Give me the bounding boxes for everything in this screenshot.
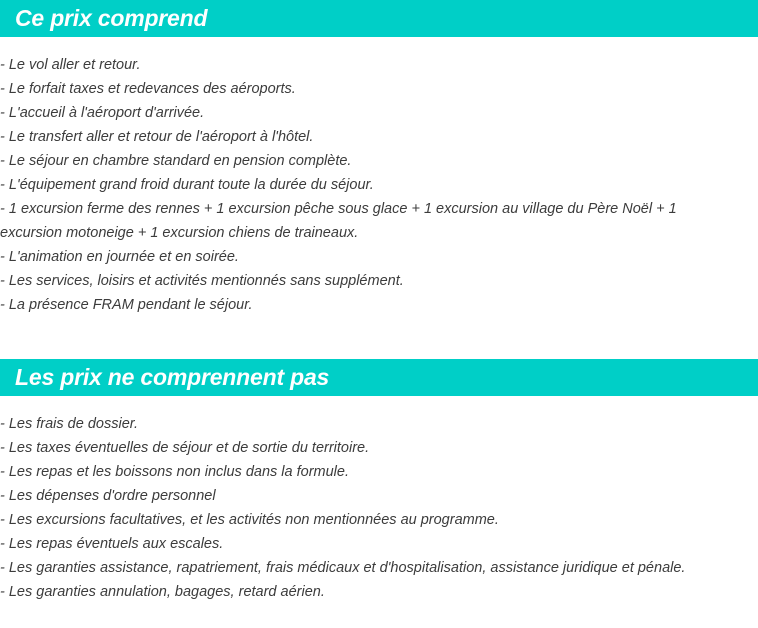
excludes-title: Les prix ne comprennent pas	[15, 364, 330, 390]
excludes-item: - Les garanties annulation, bagages, retard aérien.	[0, 584, 325, 600]
includes-item: - Le séjour en chambre standard en pension complète.	[0, 153, 352, 169]
includes-item: - L'équipement grand froid durant toute la durée du séjour.	[0, 177, 374, 193]
includes-title: Ce prix comprend	[15, 5, 208, 31]
includes-item: - Les services, loisirs et activités mentionnés sans supplément.	[0, 273, 404, 289]
excludes-item: - Les taxes éventuelles de séjour et de sortie du territoire.	[0, 440, 370, 456]
excludes-item: - Les frais de dossier.	[0, 416, 139, 432]
excludes-section	[0, 359, 758, 604]
includes-header	[0, 0, 758, 37]
excludes-item: - Les dépenses d'ordre personnel	[0, 488, 216, 504]
excludes-item: - Les repas et les boissons non inclus dans la formule.	[0, 464, 349, 480]
includes-item: - La présence FRAM pendant le séjour.	[0, 297, 253, 313]
excludes-item: - Les repas éventuels aux escales.	[0, 536, 224, 552]
excludes-header	[0, 359, 758, 396]
excludes-item: - Les garanties assistance, rapatriement, frais médicaux et d'hospitalisation, assistance juridique et pénale.	[0, 560, 686, 576]
includes-item: - Le forfait taxes et redevances des aéroports.	[0, 81, 296, 97]
includes-item: - L'animation en journée et en soirée.	[0, 249, 239, 265]
excludes-item: - Les excursions facultatives, et les activités non mentionnées au programme.	[0, 512, 499, 528]
includes-list	[0, 53, 730, 317]
includes-item: - 1 excursion ferme des rennes + 1 excursion pêche sous glace + 1 excursion au village du Père Noël + 1 excursion motoneige + 1 excursion chiens de traineaux.	[0, 201, 677, 241]
includes-item: - Le vol aller et retour.	[0, 57, 141, 73]
includes-item: - Le transfert aller et retour de l'aéroport à l'hôtel.	[0, 129, 314, 145]
excludes-list	[0, 412, 730, 604]
includes-item: - L'accueil à l'aéroport d'arrivée.	[0, 105, 205, 121]
